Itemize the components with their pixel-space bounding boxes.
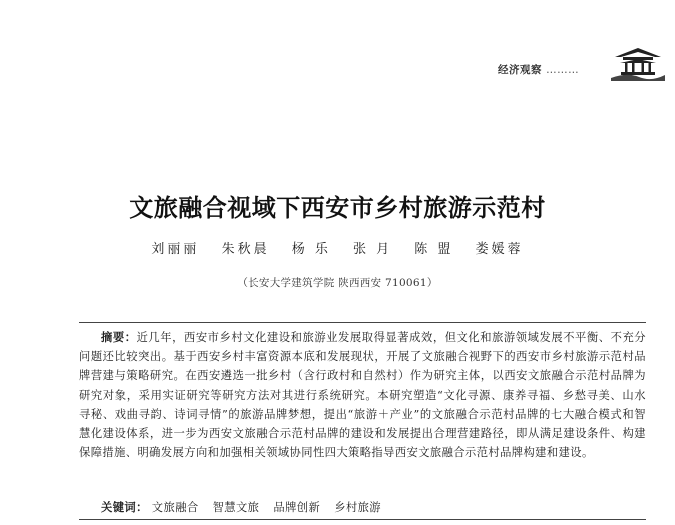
- keywords: [101, 499, 391, 515]
- author-name: 陈 盟: [414, 242, 454, 257]
- keyword: 文旅融合: [151, 501, 199, 514]
- keyword: 智慧文旅: [212, 501, 260, 514]
- running-head: [498, 62, 579, 77]
- affiliation: （长安大学建筑学院 陕西西安 710061）: [237, 277, 438, 289]
- author-name: 张 月: [353, 242, 393, 257]
- pavilion-logo-icon: [609, 44, 667, 82]
- abstract-label: 摘要：: [101, 331, 137, 344]
- author-list: [0, 238, 675, 257]
- section-dots: ………: [546, 64, 580, 76]
- keyword: 乡村旅游: [334, 501, 381, 514]
- author-name: 娄媛蓉: [475, 242, 524, 257]
- abstract-bottom-rule: [79, 519, 646, 520]
- paper-title: 文旅融合视域下西安市乡村旅游示范村: [129, 194, 546, 222]
- keywords-label: 关键词：: [101, 501, 148, 514]
- abstract-text: 近几年，西安市乡村文化建设和旅游业发展取得显著成效，但文化和旅游领域发展不平衡、不充分问题还比较突出。基于西安乡村丰富资源本底和发展现状，开展了文旅融合视野下的西安市乡村旅游示范村品牌营建与策略研究。在西安遴选一批乡村（含行政村和自然村）作为研究主体，以西安文旅融合示范村品牌为研究对象，采用实证研究等研究方法对其进行系统研究。本研究塑造“文化寻源、康养寻福、乡愁寻美、山水寻秘、戏曲寻韵、诗词寻情”的旅游品牌梦想，提出“旅游＋产业”的文旅融合示范村品牌的七大融合模式和智慧化建设体系，进一步为西安文旅融合示范村品牌的建设和发展提出合理营建路径，即从满足建设条件、构建保障措施、明确发展方向和加强相关领域协同性四大策略指导西安文旅融合示范村品牌构建和建设。: [79, 331, 646, 460]
- author-name: 杨 乐: [291, 242, 331, 257]
- abstract-top-rule: [79, 322, 646, 323]
- keyword: 品牌创新: [273, 501, 321, 514]
- abstract: [79, 328, 646, 462]
- author-name: 朱秋晨: [221, 242, 270, 257]
- author-name: 刘丽丽: [151, 242, 200, 257]
- section-label: 经济观察: [498, 64, 542, 76]
